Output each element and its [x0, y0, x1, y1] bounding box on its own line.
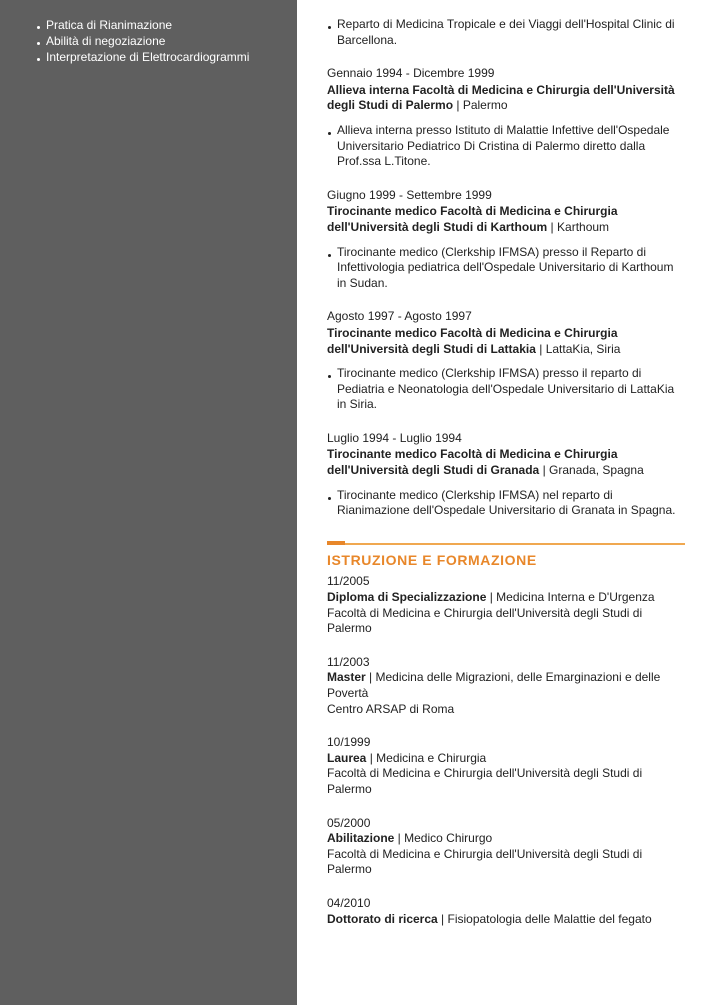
job-location: Palermo: [462, 98, 508, 113]
section-divider: [327, 543, 685, 545]
job-entry: [327, 188, 685, 292]
job-location: Granada, Spagna: [549, 463, 644, 478]
education-field: Medicina delle Migrazioni, delle Emarginazioni e delle Povertà: [327, 670, 661, 700]
education-date: 11/2003: [327, 654, 370, 669]
job-location: LattaKia, Siria: [545, 341, 621, 356]
education-title-line: Abilitazione | Medico Chirurgo: [327, 831, 493, 846]
education-entry: [327, 735, 685, 797]
job-bullet-list: [327, 123, 685, 170]
skill-item: Abilità di negoziazione: [38, 33, 297, 49]
job-entry: [327, 309, 685, 413]
job-title-line: Tirocinante medico Facoltà di Medicina e Chirurgia dell'Università degli Studi di Granada | Granada, Spagna: [327, 447, 644, 478]
education-institution: Facoltà di Medicina e Chirurgia dell'Università degli Studi di Palermo: [327, 766, 643, 796]
intro-bullet-list: [327, 17, 685, 48]
job-title: Tirocinante medico Facoltà di Medicina e Chirurgia dell'Università degli Studi di Karthoum: [327, 204, 618, 234]
skills-list: [0, 0, 297, 65]
education-section: [327, 543, 685, 927]
job-date: Agosto 1997 - Agosto 1997: [327, 309, 472, 324]
education-degree: Master: [327, 670, 366, 685]
bullet-item: Tirocinante medico (Clerkship IFMSA) presso il Reparto di Infettivologia pediatrica dell'Ospedale Universitario di Karthoum in Sudan.: [327, 245, 685, 292]
job-title-line: Tirocinante medico Facoltà di Medicina e Chirurgia dell'Università degli Studi di Lattakia | LattaKia, Siria: [327, 325, 621, 356]
main-content: [327, 17, 685, 945]
education-title-line: Laurea | Medicina e Chirurgia: [327, 750, 487, 765]
education-date: 11/2005: [327, 574, 370, 589]
section-heading: ISTRUZIONE E FORMAZIONE: [327, 551, 537, 568]
bullet-item: Tirocinante medico (Clerkship IFMSA) presso il reparto di Pediatria e Neonatologia dell'Ospedale Universitario di LattaKia in Siria.: [327, 366, 685, 413]
sidebar: [0, 0, 297, 1005]
section-divider-accent: [327, 541, 345, 545]
job-title-line: Tirocinante medico Facoltà di Medicina e Chirurgia dell'Università degli Studi di Karthoum | Karthoum: [327, 204, 618, 234]
job-date: Giugno 1999 - Settembre 1999: [327, 187, 492, 202]
job-entry: [327, 431, 685, 519]
job-title: Allieva interna Facoltà di Medicina e Chirurgia dell'Università degli Studi di Palermo: [327, 82, 675, 113]
job-date: Gennaio 1994 - Dicembre 1999: [327, 66, 495, 81]
job-title: Tirocinante medico Facoltà di Medicina e Chirurgia dell'Università degli Studi di Lattakia: [327, 325, 618, 356]
job-entry: [327, 66, 685, 170]
education-date: 05/2000: [327, 815, 371, 830]
job-title-line: Allieva interna Facoltà di Medicina e Chirurgia dell'Università degli Studi di Palermo | Palermo: [327, 82, 675, 113]
job-location: Karthoum: [557, 219, 610, 234]
education-entry: [327, 816, 685, 878]
job-date: Luglio 1994 - Luglio 1994: [327, 430, 462, 445]
education-degree: Dottorato di ricerca: [327, 911, 438, 926]
education-institution: Facoltà di Medicina e Chirurgia dell'Università degli Studi di Palermo: [327, 846, 643, 877]
education-degree: Abilitazione: [327, 831, 395, 846]
job-bullet-list: [327, 366, 685, 413]
education-title-line: Dottorato di ricerca | Fisiopatologia delle Malattie del fegato: [327, 911, 652, 926]
bullet-item: Reparto di Medicina Tropicale e dei Viaggi dell'Hospital Clinic di Barcellona.: [327, 17, 685, 48]
education-field: Fisiopatologia delle Malattie del fegato: [447, 911, 652, 926]
education-entry: [327, 896, 685, 927]
education-entry: [327, 655, 685, 717]
education-date: 10/1999: [327, 735, 371, 750]
education-field: Medicina Interna e D'Urgenza: [496, 590, 655, 605]
job-bullet-list: [327, 245, 685, 292]
education-entry: [327, 574, 685, 636]
job-title: Tirocinante medico Facoltà di Medicina e Chirurgia dell'Università degli Studi di Granada: [327, 447, 618, 478]
education-field: Medico Chirurgo: [404, 831, 493, 846]
skill-item: Interpretazione di Elettrocardiogrammi: [38, 49, 297, 65]
education-title-line: Master | Medicina delle Migrazioni, delle Emarginazioni e delle Povertà: [327, 670, 661, 700]
education-degree: Diploma di Specializzazione: [327, 590, 487, 605]
education-date: 04/2010: [327, 895, 371, 910]
bullet-item: Tirocinante medico (Clerkship IFMSA) nel reparto di Rianimazione dell'Ospedale Universitario di Granata in Spagna.: [327, 488, 685, 519]
education-title-line: Diploma di Specializzazione | Medicina Interna e D'Urgenza: [327, 590, 655, 605]
skill-item: Pratica di Rianimazione: [38, 17, 297, 33]
job-bullet-list: [327, 488, 685, 519]
bullet-item: Allieva interna presso Istituto di Malattie Infettive dell'Ospedale Universitario Pediatrico Di Cristina di Palermo diretto dalla Prof.ssa L.Titone.: [327, 123, 685, 170]
education-degree: Laurea: [327, 750, 367, 765]
education-institution: Centro ARSAP di Roma: [327, 701, 455, 716]
education-institution: Facoltà di Medicina e Chirurgia dell'Università degli Studi di Palermo: [327, 605, 643, 636]
education-field: Medicina e Chirurgia: [376, 750, 487, 765]
